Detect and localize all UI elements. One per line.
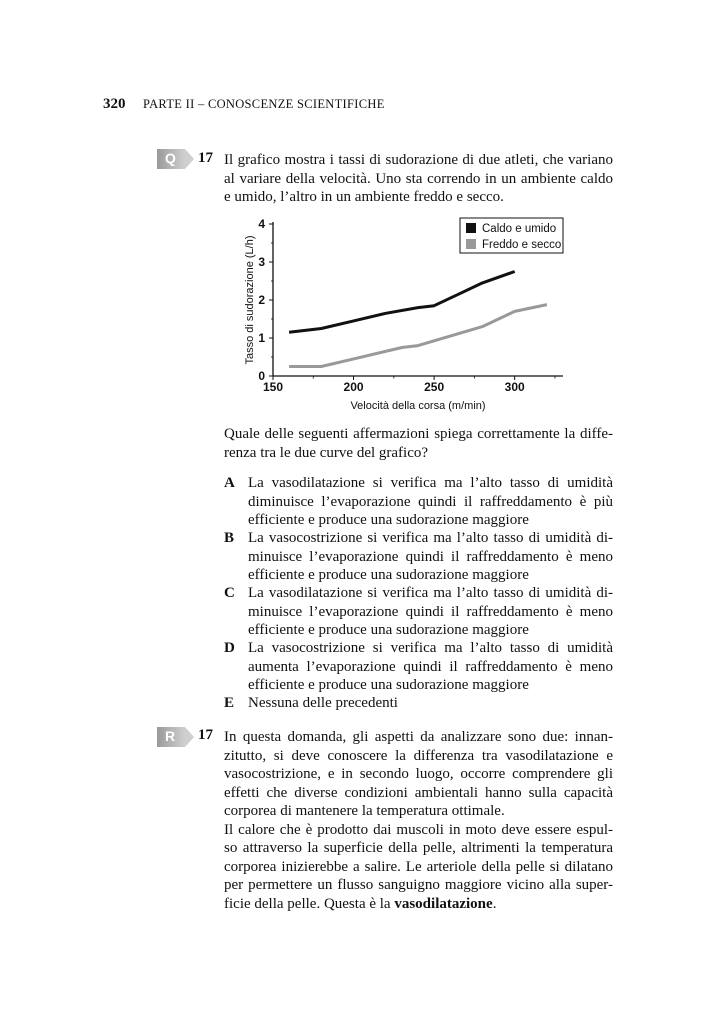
x-tick-label: 200 xyxy=(343,380,364,394)
question-prompt: Quale delle seguenti affermazioni spiega correttamente la diffe- renza tra le due curve del grafico? xyxy=(224,426,613,461)
y-tick-label: 1 xyxy=(258,331,265,345)
y-tick-label: 4 xyxy=(258,217,265,231)
y-tick-label: 3 xyxy=(258,255,265,269)
series-line-caldo-umido xyxy=(289,272,515,333)
x-tick-label: 150 xyxy=(262,380,284,394)
option-a[interactable]: A La vasodilatazione si verifica ma l’alto tasso di umidità diminuisce l’evaporazione quindi il raffreddamento è più efficiente e produce una sudorazione maggiore xyxy=(224,475,613,528)
x-tick-label: 250 xyxy=(424,380,445,394)
answer-number: 17 xyxy=(198,727,213,743)
term-vasodilatazione: vasodilatazione xyxy=(394,895,493,912)
legend-swatch xyxy=(466,239,476,249)
question-badge: Q xyxy=(157,149,195,169)
option-d[interactable]: D La vasocostrizione si verifica ma l’alto tasso di umidità aumenta l’evaporazione quindi il raffreddamento è meno efficiente e produce una sudorazione maggiore xyxy=(224,640,613,693)
y-tick-label: 2 xyxy=(258,293,265,307)
sweat-rate-chart xyxy=(240,212,570,417)
question-number: 17 xyxy=(198,150,213,166)
legend-label: Freddo e secco xyxy=(482,239,562,251)
page-number: 320 xyxy=(103,96,126,112)
option-e[interactable]: E Nessuna delle precedenti xyxy=(224,695,398,711)
y-tick-label: 0 xyxy=(258,369,265,383)
series-line-freddo-secco xyxy=(289,305,547,367)
x-axis-label: Velocità della corsa (m/min) xyxy=(350,400,486,412)
legend-label: Caldo e umido xyxy=(482,223,557,235)
question-text: Il grafico mostra i tassi di sudorazione di due atleti, che variano al variare della velocità. Uno sta correndo in un ambiente caldo e umido, l’altro in un ambiente freddo e secco. xyxy=(224,152,613,205)
x-tick-label: 300 xyxy=(504,380,525,394)
y-axis-label: Tasso di sudorazione (L/h) xyxy=(244,235,256,365)
option-c[interactable]: C La vasodilatazione si verifica ma l’alto tasso di umidità di- minuisce l’evaporazione quindi il raffreddamento è meno efficiente e produce una sudorazione maggiore xyxy=(224,585,613,638)
option-b[interactable]: B La vasocostrizione si verifica ma l’alto tasso di umidità di- minuisce l’evaporazione quindi il raffreddamento è meno efficiente e produce una sudorazione maggiore xyxy=(224,530,613,583)
answer-text: In questa domanda, gli aspetti da analizzare sono due: innan- zitutto, si deve conoscere la differenza tra vasodilatazione e vasocostrizione, e in secondo luogo, occorre comprendere gli effetti che diverse condizioni ambientali hanno sulla capacità corporea di mantenere la temperatura ottimale. Il calore che è prodotto dai muscoli in moto deve essere espul- so attraverso la superficie della pelle, altrimenti la temperatura corporea inizierebbe a salire. Le arteriole della pelle si dilatano per permettere un flusso sanguigno maggiore vicino alla super- ficie della pelle. Questa è la vasodilatazione. xyxy=(224,729,613,912)
answer-badge: R xyxy=(157,727,195,747)
running-header xyxy=(103,96,385,113)
legend-swatch xyxy=(466,223,476,233)
section-title: PARTE II – CONOSCENZE SCIENTIFICHE xyxy=(143,97,385,111)
